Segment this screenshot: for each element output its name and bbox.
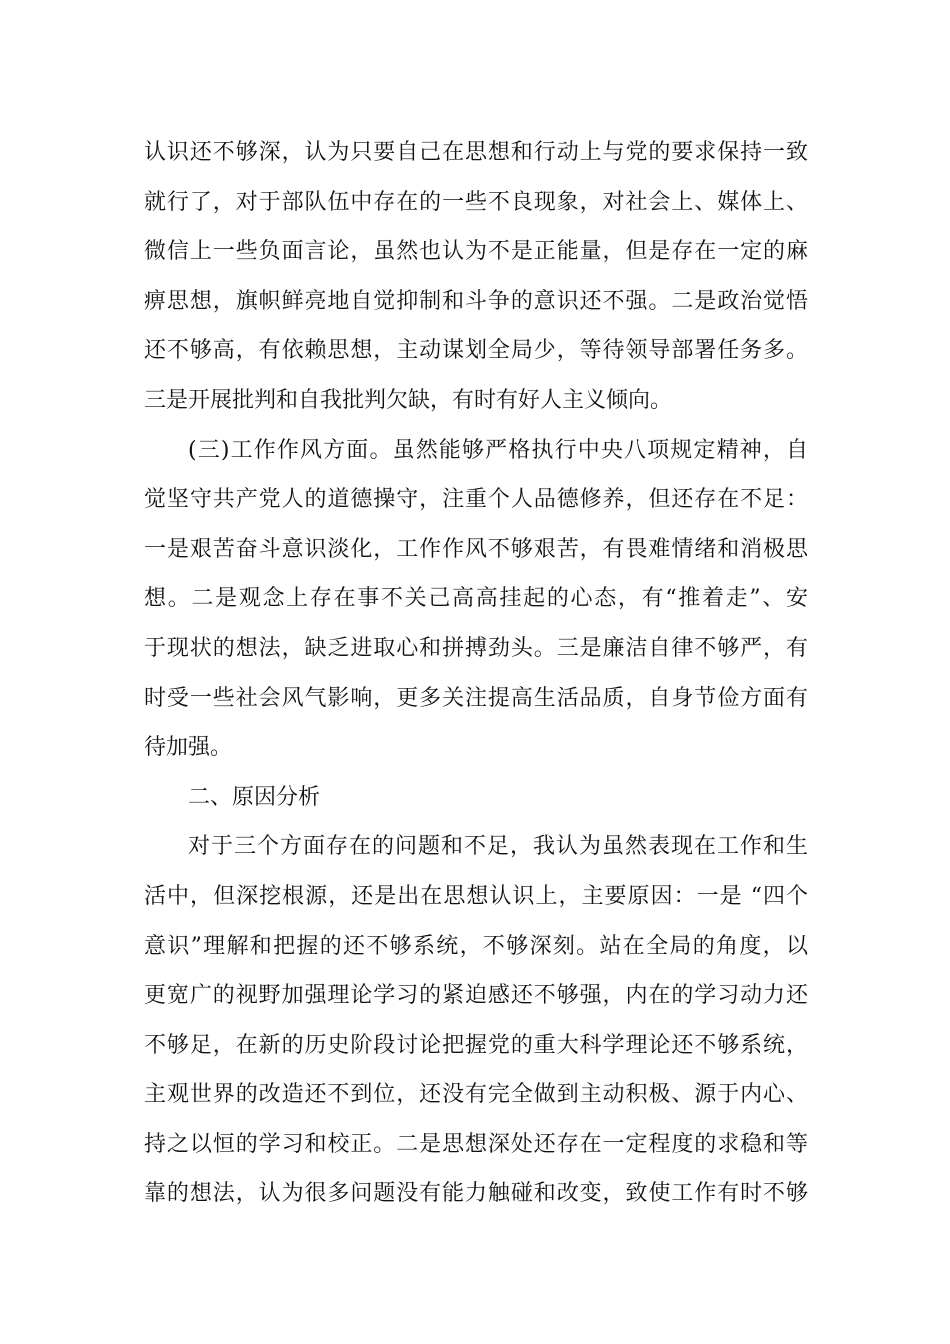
text-line: 认识还不够深，认为只要自己在思想和行动上与党的要求保持一致: [144, 140, 808, 165]
text-line: 意识”理解和把握的还不够系统，不够深刻。站在全局的角度，以: [144, 933, 808, 959]
text-line: 不够足，在新的历史阶段讨论把握党的重大科学理论还不够系统，: [144, 1032, 808, 1058]
paragraph-start-line: (三)工作作风方面。虽然能够严格执行中央八项规定精神，自: [188, 437, 808, 463]
text-line: 活中，但深挖根源，还是出在思想认识上，主要原因：一是 “四个: [144, 883, 808, 909]
text-line: 时受一些社会风气影响，更多关注提高生活品质，自身节俭方面有: [144, 685, 808, 711]
text-line: 主观世界的改造还不到位，还没有完全做到主动积极、源于内心、: [144, 1082, 808, 1108]
text-line: 痹思想，旗帜鲜亮地自觉抑制和斗争的意识还不强。二是政治觉悟: [144, 288, 808, 314]
text-line: 微信上一些负面言论，虽然也认为不是正能量，但是存在一定的麻: [144, 239, 808, 265]
text-line: 于现状的想法，缺乏进取心和拼搏劲头。三是廉洁自律不够严，有: [144, 635, 808, 661]
text-line: 一是艰苦奋斗意识淡化，工作作风不够艰苦，有畏难情绪和消极思: [144, 536, 808, 562]
section-heading: 二、原因分析: [188, 784, 321, 810]
text-line: 觉坚守共产党人的道德操守，注重个人品德修养，但还存在不足：: [144, 487, 808, 513]
text-line: 靠的想法，认为很多问题没有能力触碰和改变，致使工作有时不够: [144, 1181, 808, 1207]
paragraph-start-line: 对于三个方面存在的问题和不足，我认为虽然表现在工作和生: [188, 834, 808, 860]
text-line: 就行了，对于部队伍中存在的一些不良现象，对社会上、媒体上、: [144, 189, 808, 215]
text-line: 三是开展批判和自我批判欠缺，有时有好人主义倾向。: [144, 387, 673, 413]
text-line: 持之以恒的学习和校正。二是思想深处还存在一定程度的求稳和等: [144, 1131, 808, 1157]
text-line: 想。二是观念上存在事不关己高高挂起的心态，有“推着走”、安: [144, 586, 808, 612]
document-body: [144, 128, 808, 1219]
text-line: 还不够高，有依赖思想，主动谋划全局少，等待领导部署任务多。: [144, 338, 808, 364]
text-line: 更宽广的视野加强理论学习的紧迫感还不够强，内在的学习动力还: [144, 983, 808, 1009]
text-line: 待加强。: [144, 735, 233, 761]
